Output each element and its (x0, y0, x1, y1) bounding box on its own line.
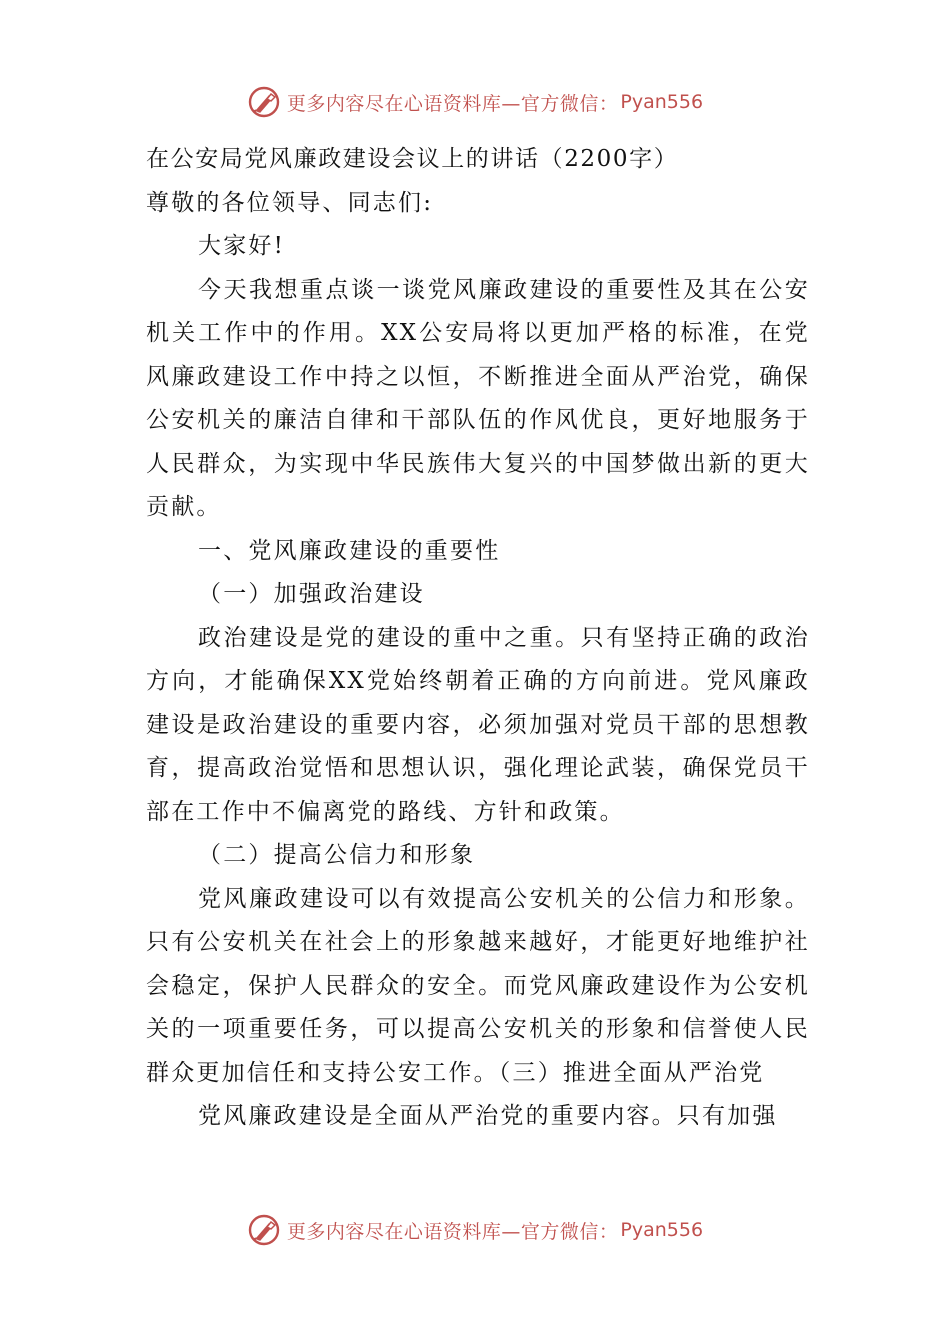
document-body (146, 138, 810, 1139)
subsection-body-3: 党风廉政建设是全面从严治党的重要内容。只有加强 (198, 1103, 778, 1129)
watermark-text: 更多内容尽在心语资料库—官方微信： (286, 1220, 619, 1243)
pen-nib-icon (247, 85, 281, 119)
watermark-wechat-id: Pyan556 (620, 1219, 704, 1241)
subsection-heading-1: （一）加强政治建设 (198, 581, 425, 607)
greeting: 大家好! (198, 233, 286, 259)
header-watermark (0, 82, 950, 122)
pen-nib-icon (247, 1213, 281, 1247)
watermark-wechat-id: Pyan556 (620, 91, 704, 113)
intro-paragraph: 今天我想重点谈一谈党风廉政建设的重要性及其在公安机关工作中的作用。XX公安局将以更加严格的标准，在党风廉政建设工作中持之以恒，不断推进全面从严治党，确保公安机关的廉洁自律和干部队伍的作风优良，更好地服务于人民群众，为实现中华民族伟大复兴的中国梦做出新的更大贡献。 (146, 276, 810, 520)
document-title: 在公安局党风廉政建设会议上的讲话（2200字） (146, 146, 679, 172)
subsection-heading-2: （二）提高公信力和形象 (198, 842, 476, 868)
subsection-body-1: 政治建设是党的建设的重中之重。只有坚持正确的政治方向，才能确保XX党始终朝着正确的方向前进。党风廉政建设是政治建设的重要内容，必须加强对党员干部的思想教育，提高政治觉悟和思想认识，强化理论武装，确保党员干部在工作中不偏离党的路线、方针和政策。 (146, 624, 810, 825)
salutation: 尊敬的各位领导、同志们: (146, 189, 434, 216)
footer-watermark (0, 1210, 950, 1250)
watermark-text: 更多内容尽在心语资料库—官方微信： (286, 92, 619, 115)
section-heading-1: 一、党风廉政建设的重要性 (198, 537, 501, 564)
subsection-body-2: 党风廉政建设可以有效提高公安机关的公信力和形象。只有公安机关在社会上的形象越来越好，才能更好地维护社会稳定，保护人民群众的安全。而党风廉政建设作为公安机关的一项重要任务，可以提高公安机关的形象和信誉使人民群众更加信任和支持公安工作。（三）推进全面从严治党 (146, 885, 810, 1086)
